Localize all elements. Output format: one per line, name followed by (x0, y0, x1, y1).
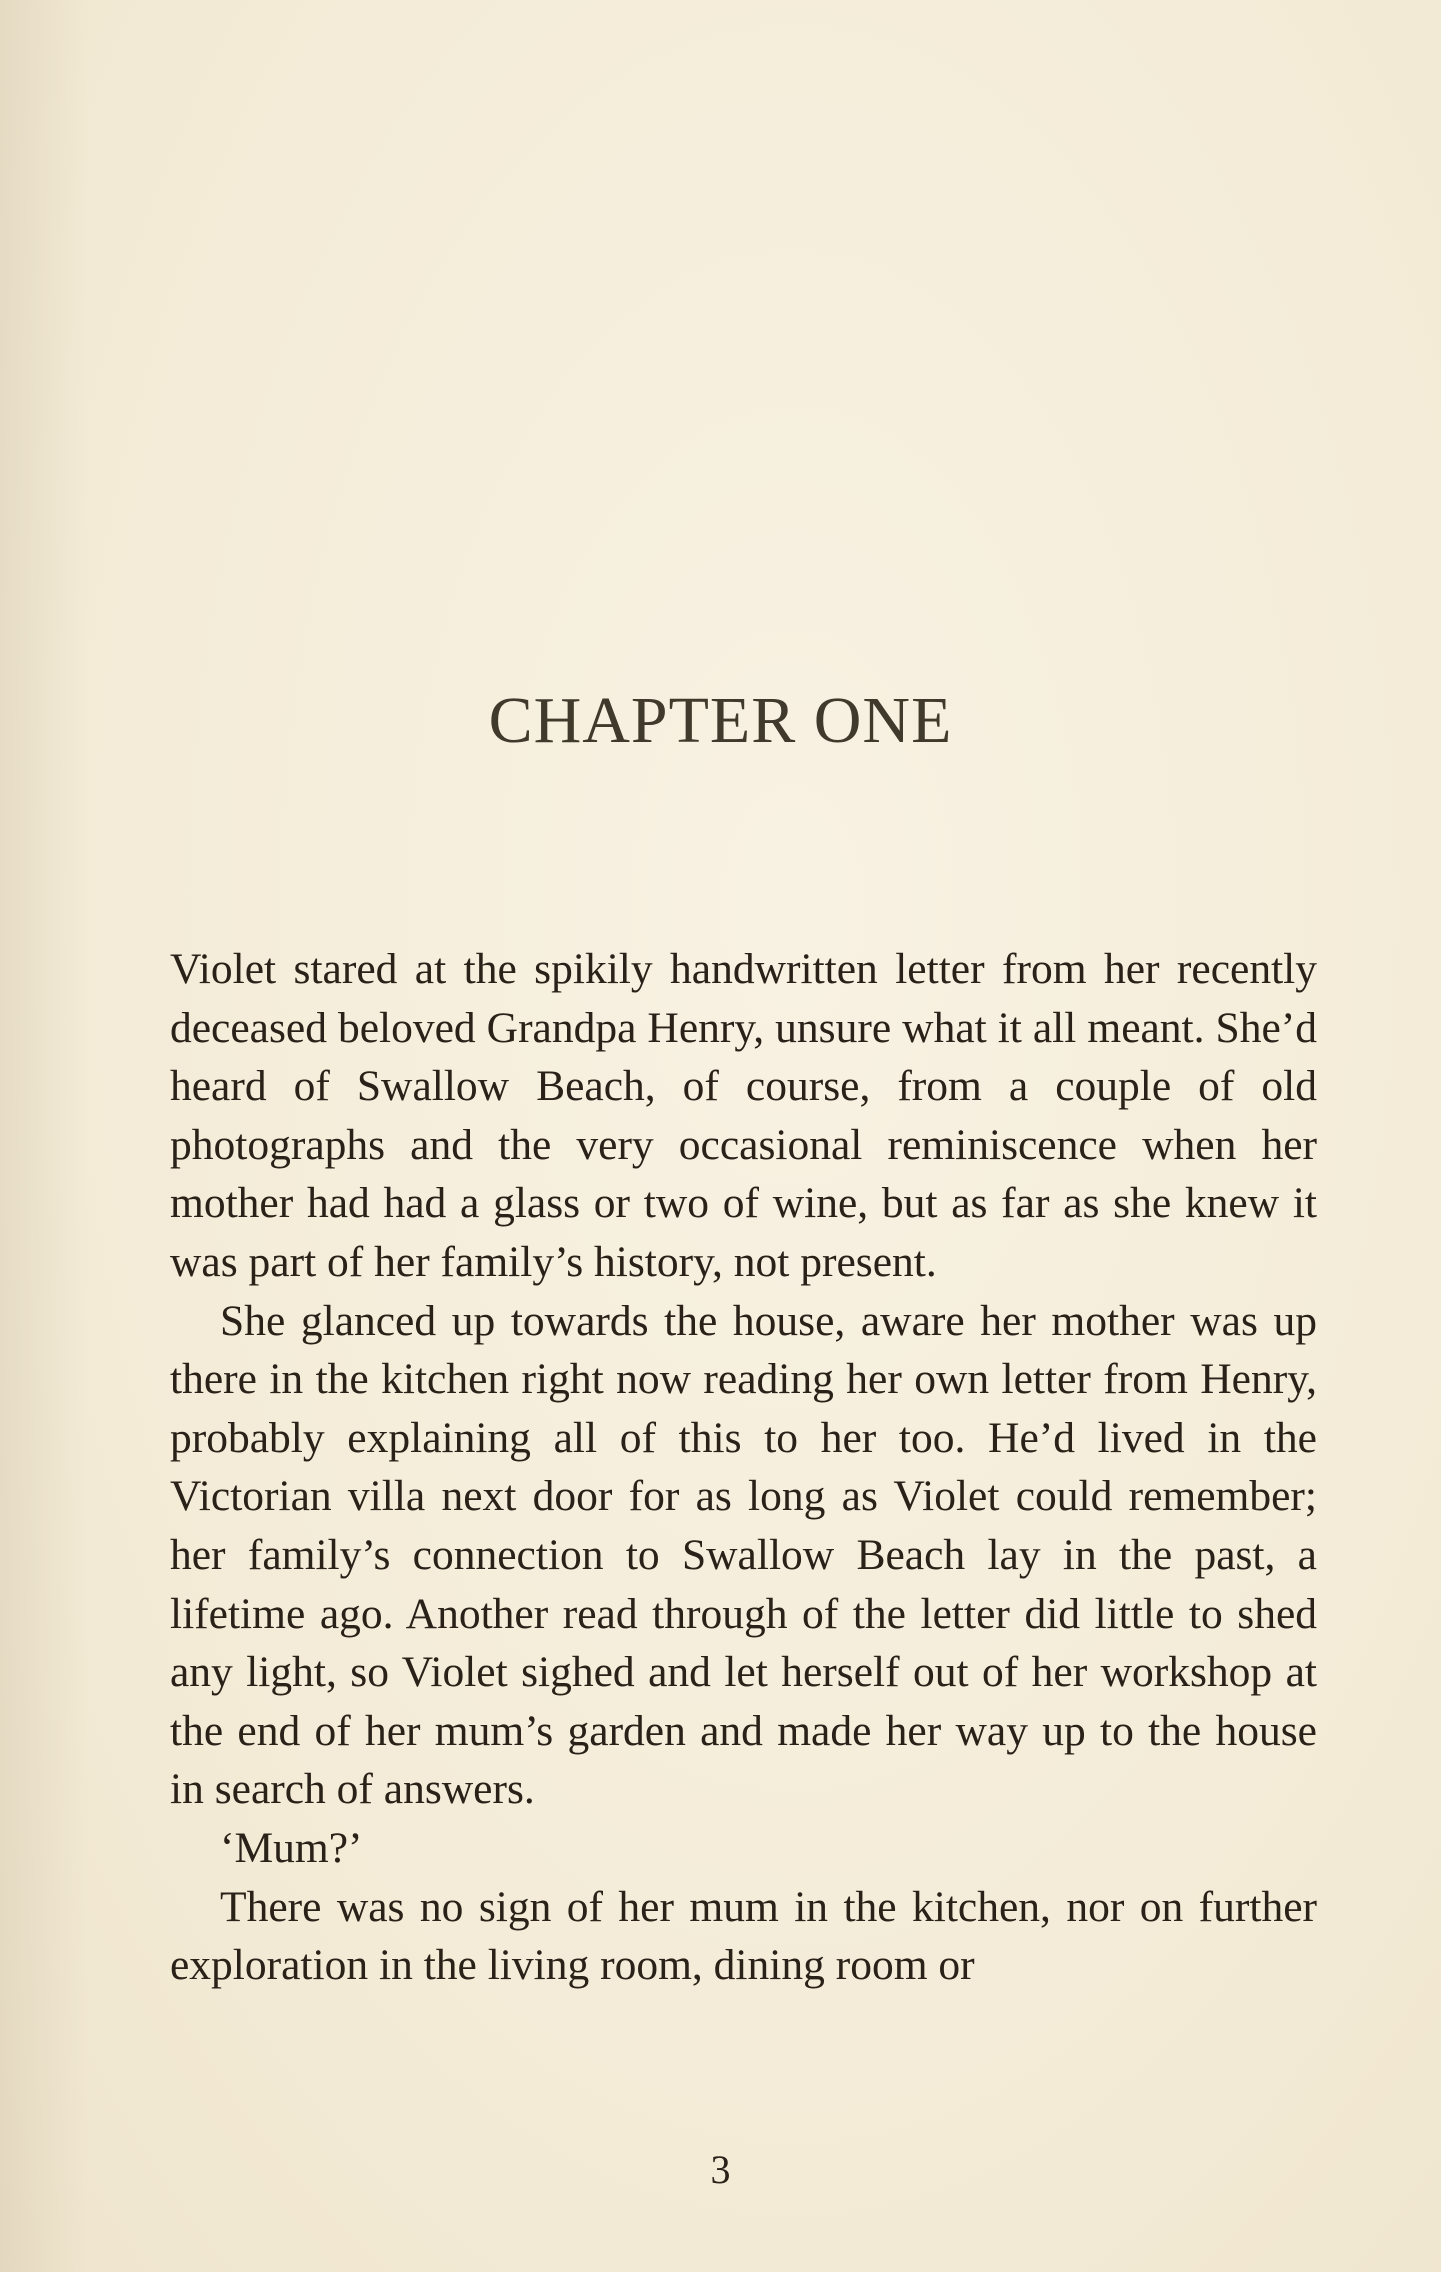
chapter-body (170, 940, 1317, 1995)
paragraph: She glanced up towards the house, aware her mother was up there in the kitchen right now reading her own letter from Henry, probably explaining all of this to her too. He’d lived in the Victorian villa next door for as long as Violet could remember; her family’s connection to Swallow Beach lay in the past, a lifetime ago. Another read through of the letter did little to shed any light, so Violet sighed and let herself out of her workshop at the end of her mum’s garden and made her way up to the house in search of answers. (170, 1296, 1317, 1814)
paragraph: ‘Mum?’ (220, 1823, 363, 1872)
paragraph: There was no sign of her mum in the kitchen, nor on further exploration in the living room, dining room or (170, 1882, 1317, 1990)
chapter-title: CHAPTER ONE (488, 684, 953, 757)
paragraph: Violet stared at the spikily handwritten letter from her recently deceased beloved Grandpa Henry, unsure what it all meant. She’d heard of Swallow Beach, of course, from a couple of old photographs and the very occasional reminiscence when her mother had had a glass or two of wine, but as far as she knew it was part of her family’s history, not present. (170, 945, 1317, 1286)
page-number: 3 (710, 2147, 731, 2192)
